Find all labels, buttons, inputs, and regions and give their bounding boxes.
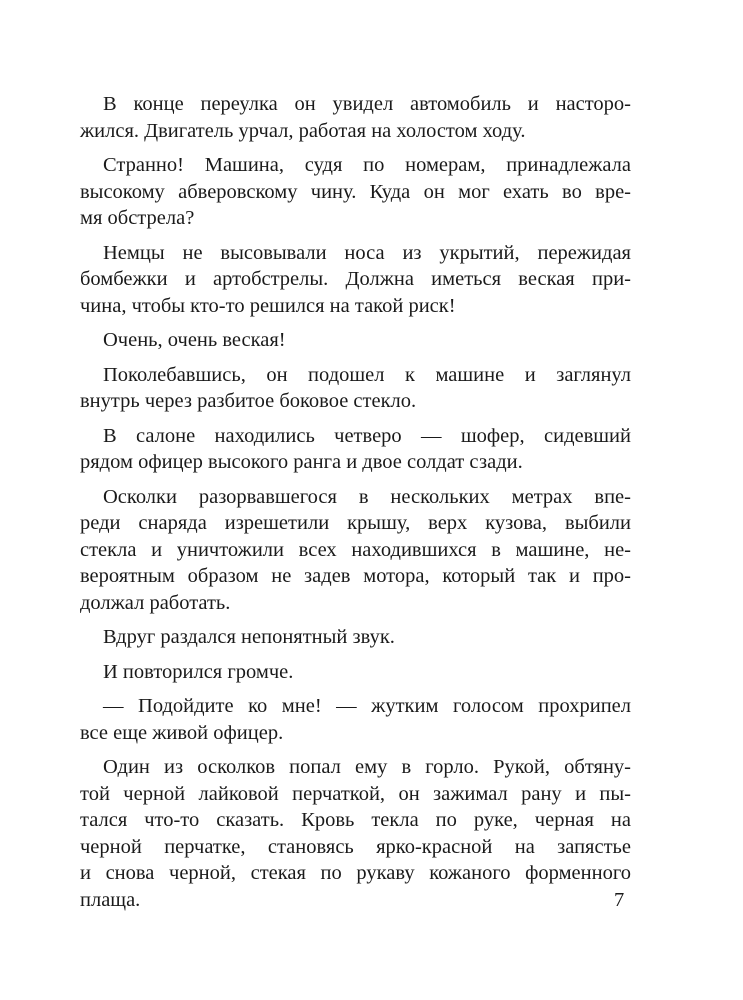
page-number: 7 xyxy=(614,889,625,911)
text-line: В салоне находились четверо — шофер, сидевший xyxy=(103,424,631,447)
paragraph-8 xyxy=(103,624,631,651)
text-line: Осколки разорвавшегося в нескольких метрах впе- xyxy=(103,485,631,508)
text-line: внутрь через разбитое боковое стекло. xyxy=(80,390,417,412)
text-line: жился. Двигатель урчал, работая на холостом ходу. xyxy=(80,119,526,142)
text-line: Вдруг раздался непонятный звук. xyxy=(103,626,395,648)
paragraph-2 xyxy=(80,152,631,232)
text-line: реди снаряда изрешетили крышу, верх кузова, выбили xyxy=(80,512,631,534)
text-line: В конце переулка он увидел автомобиль и насторо- xyxy=(103,93,631,115)
paragraph-3 xyxy=(80,240,631,320)
text-line: Поколебавшись, он подошел к машине и заглянул xyxy=(103,363,631,386)
text-line: и снова черной, стекая по рукаву кожаного форменного xyxy=(80,862,631,884)
text-line: Очень, очень веская! xyxy=(103,329,286,351)
text-line: рядом офицер высокого ранга и двое солдат сзади. xyxy=(80,451,523,473)
text-line: Немцы не высовывали носа из укрытий, пережидая xyxy=(103,241,631,264)
text-line: стекла и уничтожили всех находившихся в машине, не- xyxy=(80,538,631,561)
paragraph-1 xyxy=(80,91,631,144)
paragraph-5 xyxy=(80,362,631,415)
text-line: — Подойдите ко мне! — жутким голосом прохрипел xyxy=(103,695,631,717)
text-line: черной перчатке, становясь ярко-красной на запястье xyxy=(80,835,631,858)
page-body xyxy=(80,91,631,921)
text-line: Странно! Машина, судя по номерам, принадлежала xyxy=(103,154,631,176)
paragraph-9 xyxy=(103,659,631,686)
text-line: той черной лайковой перчаткой, он зажимал рану и пы- xyxy=(80,782,631,805)
text-line: вероятным образом не задев мотора, который так и про- xyxy=(80,565,631,587)
text-line: И повторился громче. xyxy=(103,660,294,683)
text-line: плаща. xyxy=(80,888,141,911)
text-line: мя обстрела? xyxy=(80,207,195,229)
paragraph-4 xyxy=(103,327,631,354)
paragraph-7 xyxy=(80,484,631,617)
text-line: высокому абверовскому чину. Куда он мог ехать во вре- xyxy=(80,180,631,203)
paragraph-10 xyxy=(80,693,631,746)
paragraph-11 xyxy=(80,754,631,913)
text-line: Один из осколков попал ему в горло. Рукой, обтяну- xyxy=(103,756,631,778)
paragraph-6 xyxy=(80,423,631,476)
text-line: чина, чтобы кто-то решился на такой риск! xyxy=(80,294,456,317)
text-line: все еще живой офицер. xyxy=(80,721,284,744)
text-line: должал работать. xyxy=(80,591,231,614)
text-line: тался что-то сказать. Кровь текла по руке, черная на xyxy=(80,809,631,831)
text-line: бомбежки и артобстрелы. Должна иметься веская при- xyxy=(80,268,631,290)
